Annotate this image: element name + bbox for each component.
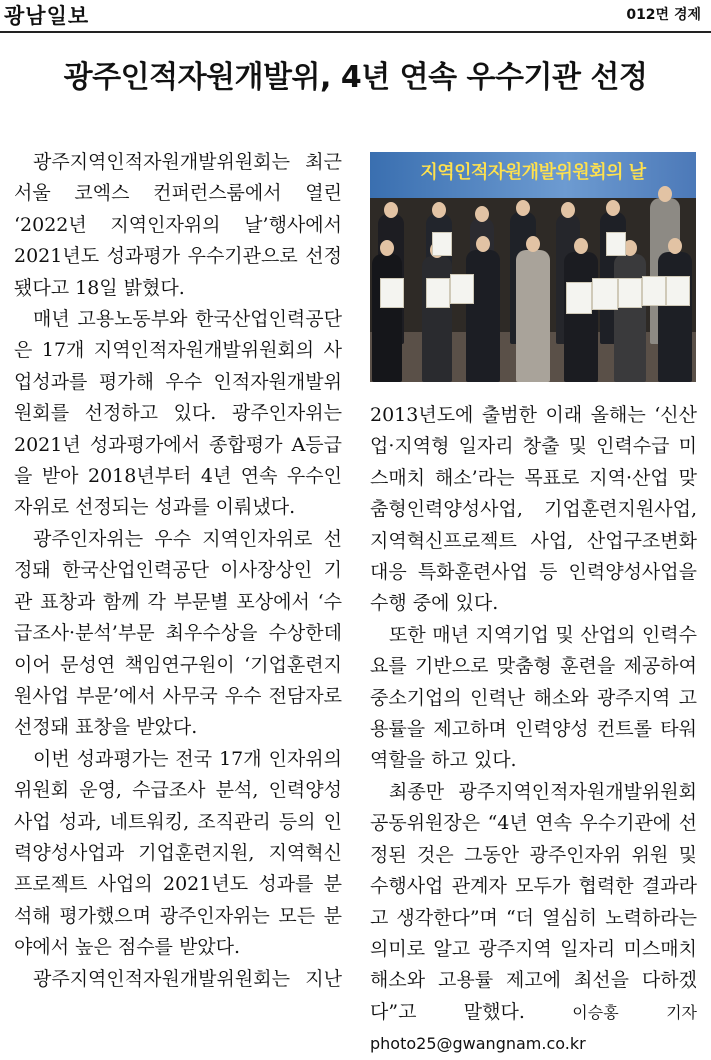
masthead-divider [0,31,711,33]
event-photo [370,152,696,382]
article-column-right [370,400,697,1060]
award-certificate [606,232,626,256]
person-figure [372,254,402,382]
person-head [432,202,446,218]
article-byline: 이승홍 기자 photo25@gwangnam.co.kr [370,1002,697,1054]
person-head [516,200,530,216]
article-paragraph: 매년 고용노동부와 한국산업인력공단은 17개 지역인적자원개발위원회의 사업성과를 평가해 우수 인적자원개발위원회를 선정하고 있다. 광주인자위는 2021년 성과평가에서 종합평가 A등급을 받아 2018년부터 4년 연속 우수인자위로 선정되는 성과를 이뤄냈다. [14,308,342,519]
article-paragraph-text: 최종만 광주지역인적자원개발위원회 공동위원장은 “4년 연속 우수기관에 선정된 것은 그동안 광주인자위 위원 및 수행사업 관계자 모두가 협력한 결과라고 생각한다”며 “더 열심히 노력하라는 의미로 알고 광주지역 일자리 미스매치 해소와 고용률 제고에 최선을 다하겠다”고 말했다. [370,780,697,1023]
award-certificate [642,276,666,306]
person-head [384,202,398,218]
award-certificate [666,276,690,306]
page-section-info: 012면 경제 [626,7,701,23]
award-certificate [592,278,618,310]
article-paragraph: 광주지역인적자원개발위원회는 지난 [33,967,342,990]
person-head [668,238,682,254]
person-figure [564,252,598,382]
article-paragraph: 광주인자위는 우수 지역인자위로 선정돼 한국산업인력공단 이사장상인 기관 표창과 함께 각 부문별 포상에서 ‘수급조사·분석’부문 최우수상을 수상한데 이어 문성연 책임연구원이 ‘기업훈련지원사업 부문’에서 사무국 우수 전담자로 선정돼 표창을 받았다. [14,527,342,739]
person-head [380,240,394,256]
article-headline: 광주인적자원개발위, 4년 연속 우수기관 선정 [63,60,648,95]
person-head [475,206,489,222]
event-banner [370,152,696,198]
award-certificate [450,274,474,304]
article-paragraph: 이번 성과평가는 전국 17개 인자위의 위원회 운영, 수급조사 분석, 인력양성 사업 성과, 네트워킹, 조직관리 등의 인력양성사업과 기업훈련지원, 지역혁신프로젝트 사업의 2021년도 성과를 분석해 평가했으며 광주인자위는 모든 분야에서 높은 점수를 받았다. [14,747,342,959]
person-head [526,236,540,252]
person-head [658,186,672,202]
article-paragraph: 2013년도에 출범한 이래 올해는 ‘신산업·지역형 일자리 창출 및 인력수급 미스매치 해소’라는 목표로 지역·산업 맞춤형인력양성사업, 기업훈련지원사업, 지역혁신프로젝트 사업, 산업구조변화대응 특화훈련사업 등 인력양성사업을 수행 중에 있다. [370,404,697,615]
article-column-left [14,147,342,995]
award-certificate [426,278,450,308]
person-head [561,202,575,218]
award-certificate [432,232,452,256]
person-head [606,200,620,216]
award-certificate [618,278,642,308]
event-banner-text: 지역인적자원개발위원회의 날 [420,162,646,183]
person-head [476,236,490,252]
newspaper-name: 광남일보 [4,4,90,28]
person-figure [466,250,500,382]
person-figure [516,250,550,382]
article-paragraph: 또한 매년 지역기업 및 산업의 인력수요를 기반으로 맞춤형 훈련을 제공하여 중소기업의 인력난 해소와 광주지역 고용률을 제고하며 인력양성 컨트롤 타워 역할을 하고 있다. [370,623,697,772]
person-head [574,238,588,254]
person-figure [422,256,452,382]
award-certificate [566,282,592,314]
masthead [0,0,711,30]
article-paragraph [370,777,697,1060]
award-certificate [380,278,404,308]
article-paragraph: 광주지역인적자원개발위원회는 최근 서울 코엑스 컨퍼런스룸에서 열린 ‘2022년 지역인자위의 날’행사에서 2021년도 성과평가 우수기관으로 선정됐다고 18일 밝혔다. [14,151,342,299]
person-figure [614,254,646,382]
person-figure [658,252,692,382]
